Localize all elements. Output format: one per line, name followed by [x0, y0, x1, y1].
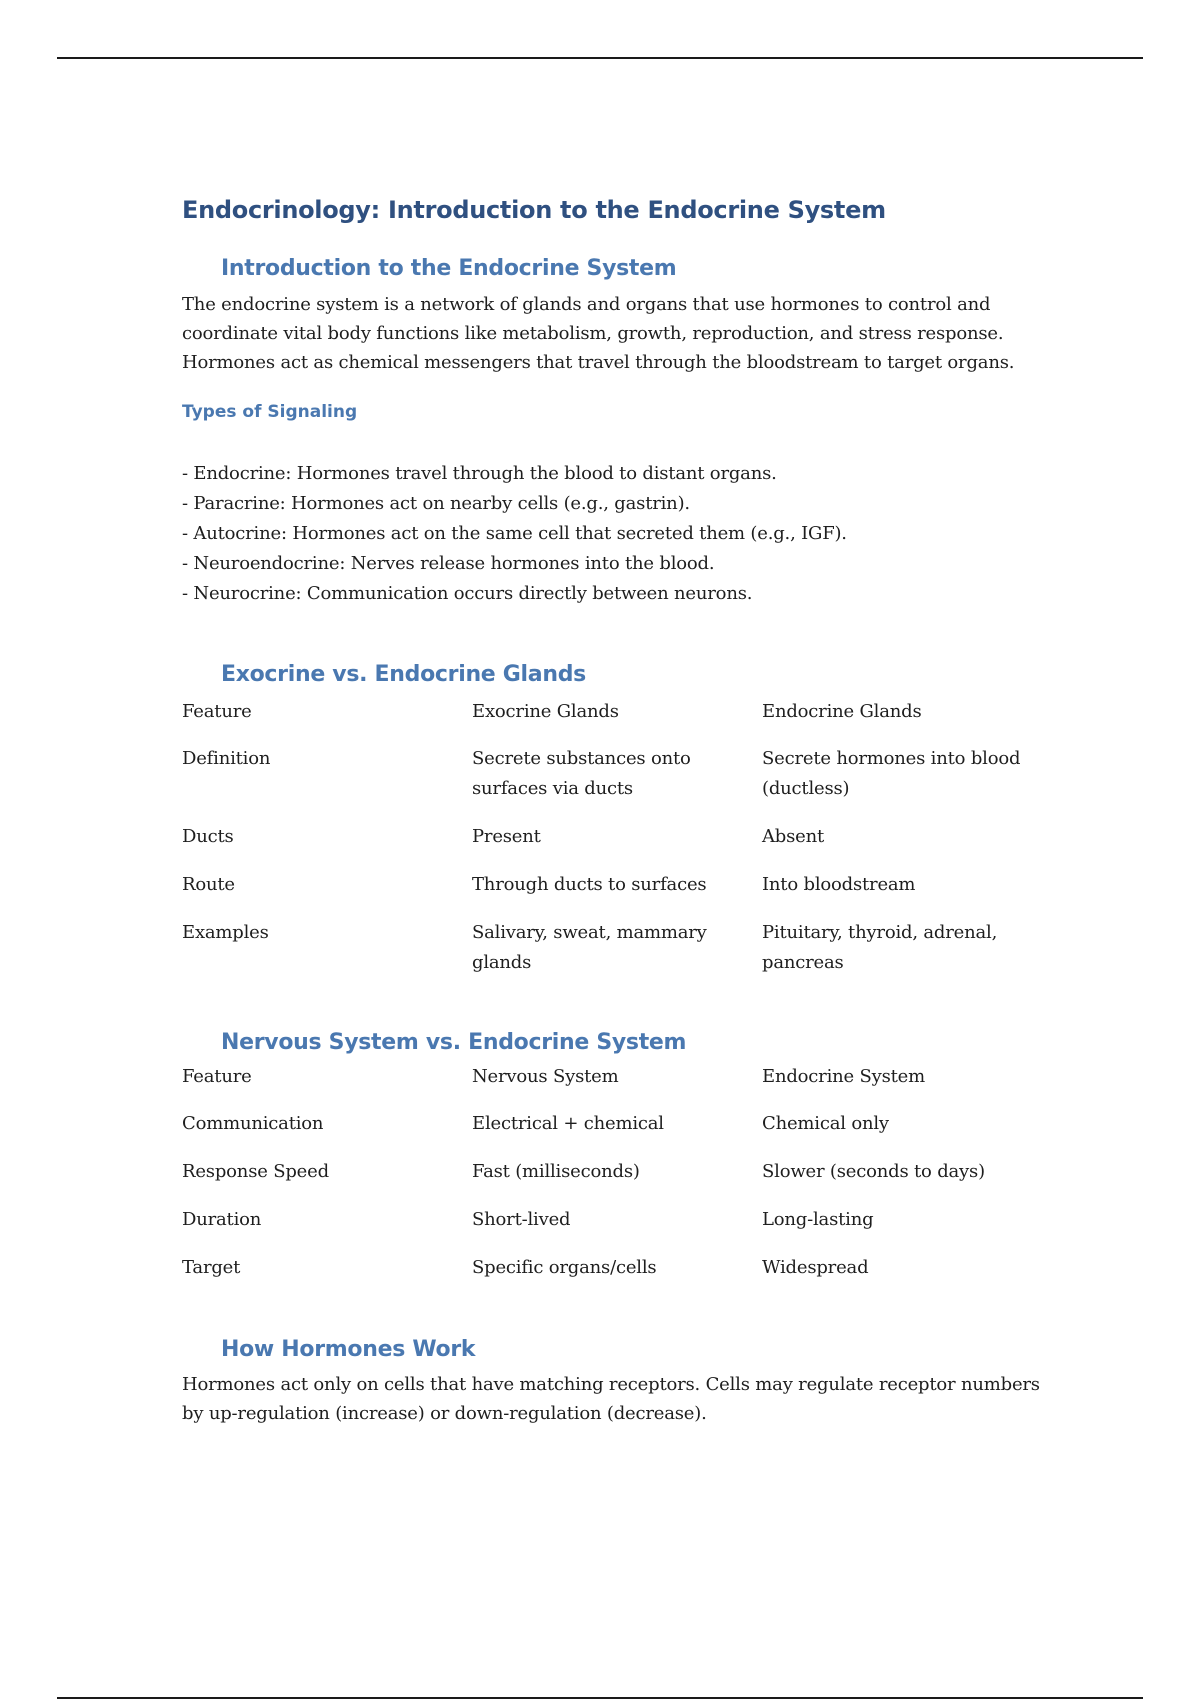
- table-cell: Widespread: [762, 1257, 869, 1278]
- table-cell: Through ducts to surfaces: [472, 874, 707, 895]
- list-item: - Neurocrine: Communication occurs directly between neurons.: [182, 583, 753, 604]
- table-cell: Target: [182, 1257, 241, 1278]
- column-header: Feature: [182, 1066, 252, 1087]
- table-cell: Ducts: [182, 826, 234, 847]
- column-header: Exocrine Glands: [472, 701, 619, 722]
- table-row: [182, 822, 1062, 870]
- table-row: [182, 1109, 1062, 1157]
- nervous-table: [182, 1062, 1062, 1301]
- footer-rule: [57, 1697, 1143, 1699]
- table-row: [182, 1157, 1062, 1205]
- exocrine-heading: Exocrine vs. Endocrine Glands: [221, 662, 586, 687]
- table-cell: Chemical only: [762, 1113, 889, 1134]
- table-cell: Into bloodstream: [762, 874, 916, 895]
- list-item: - Autocrine: Hormones act on the same cell that secreted them (e.g., IGF).: [182, 523, 847, 544]
- table-header-row: [182, 1062, 1062, 1109]
- table-cell: Long-lasting: [762, 1209, 874, 1230]
- table-row: [182, 918, 1062, 996]
- table-cell: Short-lived: [472, 1209, 571, 1230]
- table-cell: Route: [182, 874, 235, 895]
- table-cell: Pituitary, thyroid, adrenal, pancreas: [762, 922, 998, 973]
- document-title: Endocrinology: Introduction to the Endocrine System: [182, 196, 886, 224]
- column-header: Endocrine Glands: [762, 701, 922, 722]
- table-row: [182, 1253, 1062, 1301]
- header-rule: [57, 57, 1143, 59]
- column-header: Feature: [182, 701, 252, 722]
- table-cell: Present: [472, 826, 541, 847]
- table-cell: Secrete substances onto surfaces via ducts: [472, 748, 691, 799]
- signaling-list: [182, 459, 847, 609]
- table-cell: Electrical + chemical: [472, 1113, 664, 1134]
- column-header: Endocrine System: [762, 1066, 925, 1087]
- intro-paragraph: The endocrine system is a network of glands and organs that use hormones to control and coordinate vital body functions like metabolism, growth, reproduction, and stress response. Hormones act as chemical messengers that travel through the bloodstream to target organs.: [182, 294, 1015, 373]
- column-header: Nervous System: [472, 1066, 619, 1087]
- table-cell: Definition: [182, 748, 271, 769]
- table-cell: Fast (milliseconds): [472, 1161, 640, 1182]
- table-row: [182, 1205, 1062, 1253]
- intro-heading: Introduction to the Endocrine System: [221, 256, 677, 281]
- hormones-paragraph: Hormones act only on cells that have matching receptors. Cells may regulate receptor numbers by up-regulation (increase) or down-regulation (decrease).: [182, 1374, 1040, 1424]
- nervous-heading: Nervous System vs. Endocrine System: [221, 1030, 687, 1055]
- table-row: [182, 870, 1062, 918]
- table-cell: Examples: [182, 922, 269, 943]
- table-row: [182, 744, 1062, 822]
- table-cell: Communication: [182, 1113, 324, 1134]
- table-header-row: [182, 697, 1062, 744]
- list-item: - Paracrine: Hormones act on nearby cells (e.g., gastrin).: [182, 493, 690, 514]
- table-cell: Duration: [182, 1209, 262, 1230]
- table-cell: Slower (seconds to days): [762, 1161, 985, 1182]
- table-cell: Salivary, sweat, mammary glands: [472, 922, 707, 973]
- table-cell: Response Speed: [182, 1161, 329, 1182]
- list-item: - Endocrine: Hormones travel through the blood to distant organs.: [182, 463, 777, 484]
- table-cell: Secrete hormones into blood (ductless): [762, 748, 1021, 799]
- table-cell: Absent: [762, 826, 825, 847]
- signaling-heading: Types of Signaling: [182, 402, 358, 422]
- exocrine-table: [182, 697, 1062, 996]
- hormones-heading: How Hormones Work: [221, 1337, 476, 1362]
- list-item: - Neuroendocrine: Nerves release hormones into the blood.: [182, 553, 715, 574]
- table-cell: Specific organs/cells: [472, 1257, 657, 1278]
